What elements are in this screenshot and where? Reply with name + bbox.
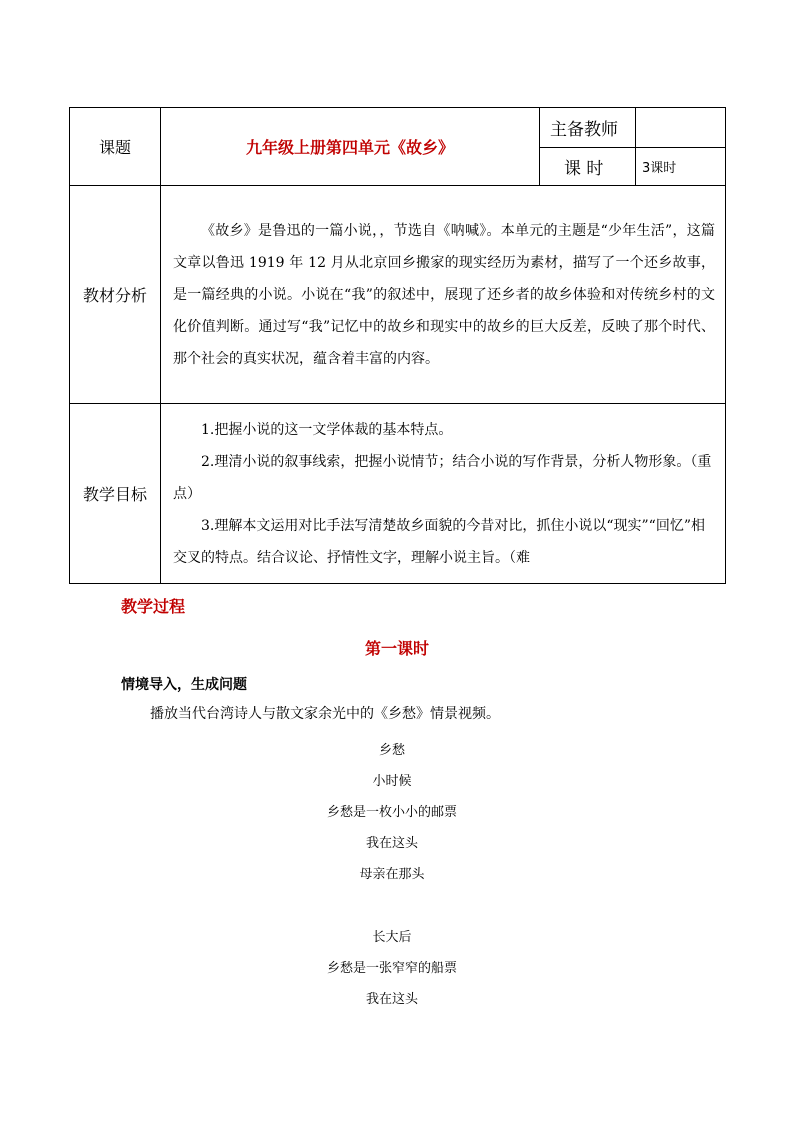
goals-cell	[161, 404, 726, 584]
goals-label: 教学目标	[70, 404, 161, 584]
poem	[0, 735, 784, 1015]
teacher-label: 主备教师	[540, 108, 636, 148]
analysis-label: 教材分析	[70, 186, 161, 404]
poem-line: 我在这头	[365, 992, 418, 1007]
goal-item-1: 1.把握小说的这一文学体裁的基本特点。	[201, 421, 453, 438]
poem-line: 母亲在那头	[359, 867, 425, 882]
poem-line: 长大后	[372, 930, 412, 945]
sub-heading: 情境导入，生成问题	[121, 677, 247, 693]
poem-line: 乡愁是一枚小小的邮票	[326, 805, 457, 820]
goal-item-2: 2.理清小说的叙事线索，把握小说情节；结合小说的写作背景，分析人物形象。（重点）	[173, 453, 712, 502]
poem-line: 我在这头	[365, 836, 418, 851]
analysis-text: 《故乡》是鲁迅的一篇小说，，节选自《呐喊》。本单元的主题是“少年生活”，这篇文章以鲁迅 1919 年 12 月从北京回乡搬家的现实经历为素材，描写了一个还乡故事，是一篇经典的小说。小说在“我”的叙述中，展现了还乡者的故乡体验和对传统乡村的文化价值判断。通过写“我”记忆中的故乡和现实中的故乡的巨大反差，反映了那个时代、那个社会的真实状况，蕴含着丰富的内容。	[173, 222, 715, 367]
hours-value: 3课时	[636, 148, 726, 186]
poem-line: 乡愁	[378, 743, 405, 758]
hours-label: 课 时	[540, 148, 636, 186]
poem-line: 乡愁是一张窄窄的船票	[326, 961, 457, 976]
topic-label: 课题	[70, 108, 161, 186]
stanza-gap	[0, 890, 784, 922]
teacher-value	[636, 108, 726, 148]
goal-item-3: 3.理解本文运用对比手法写清楚故乡面貌的今昔对比，抓住小说以“现实”“回忆”相交叉的特点。结合议论、抒情性文字，理解小说主旨。（难	[173, 517, 705, 566]
poem-line: 小时候	[372, 774, 412, 789]
lesson-title: 第一课时	[364, 639, 429, 658]
intro-paragraph: 播放当代台湾诗人与散文家余光中的《乡愁》情景视频。	[150, 706, 500, 722]
topic-title: 九年级上册第四单元《故乡》	[161, 108, 540, 186]
lesson-plan-table	[69, 107, 726, 584]
analysis-cell	[161, 186, 726, 404]
process-heading: 教学过程	[121, 597, 186, 616]
